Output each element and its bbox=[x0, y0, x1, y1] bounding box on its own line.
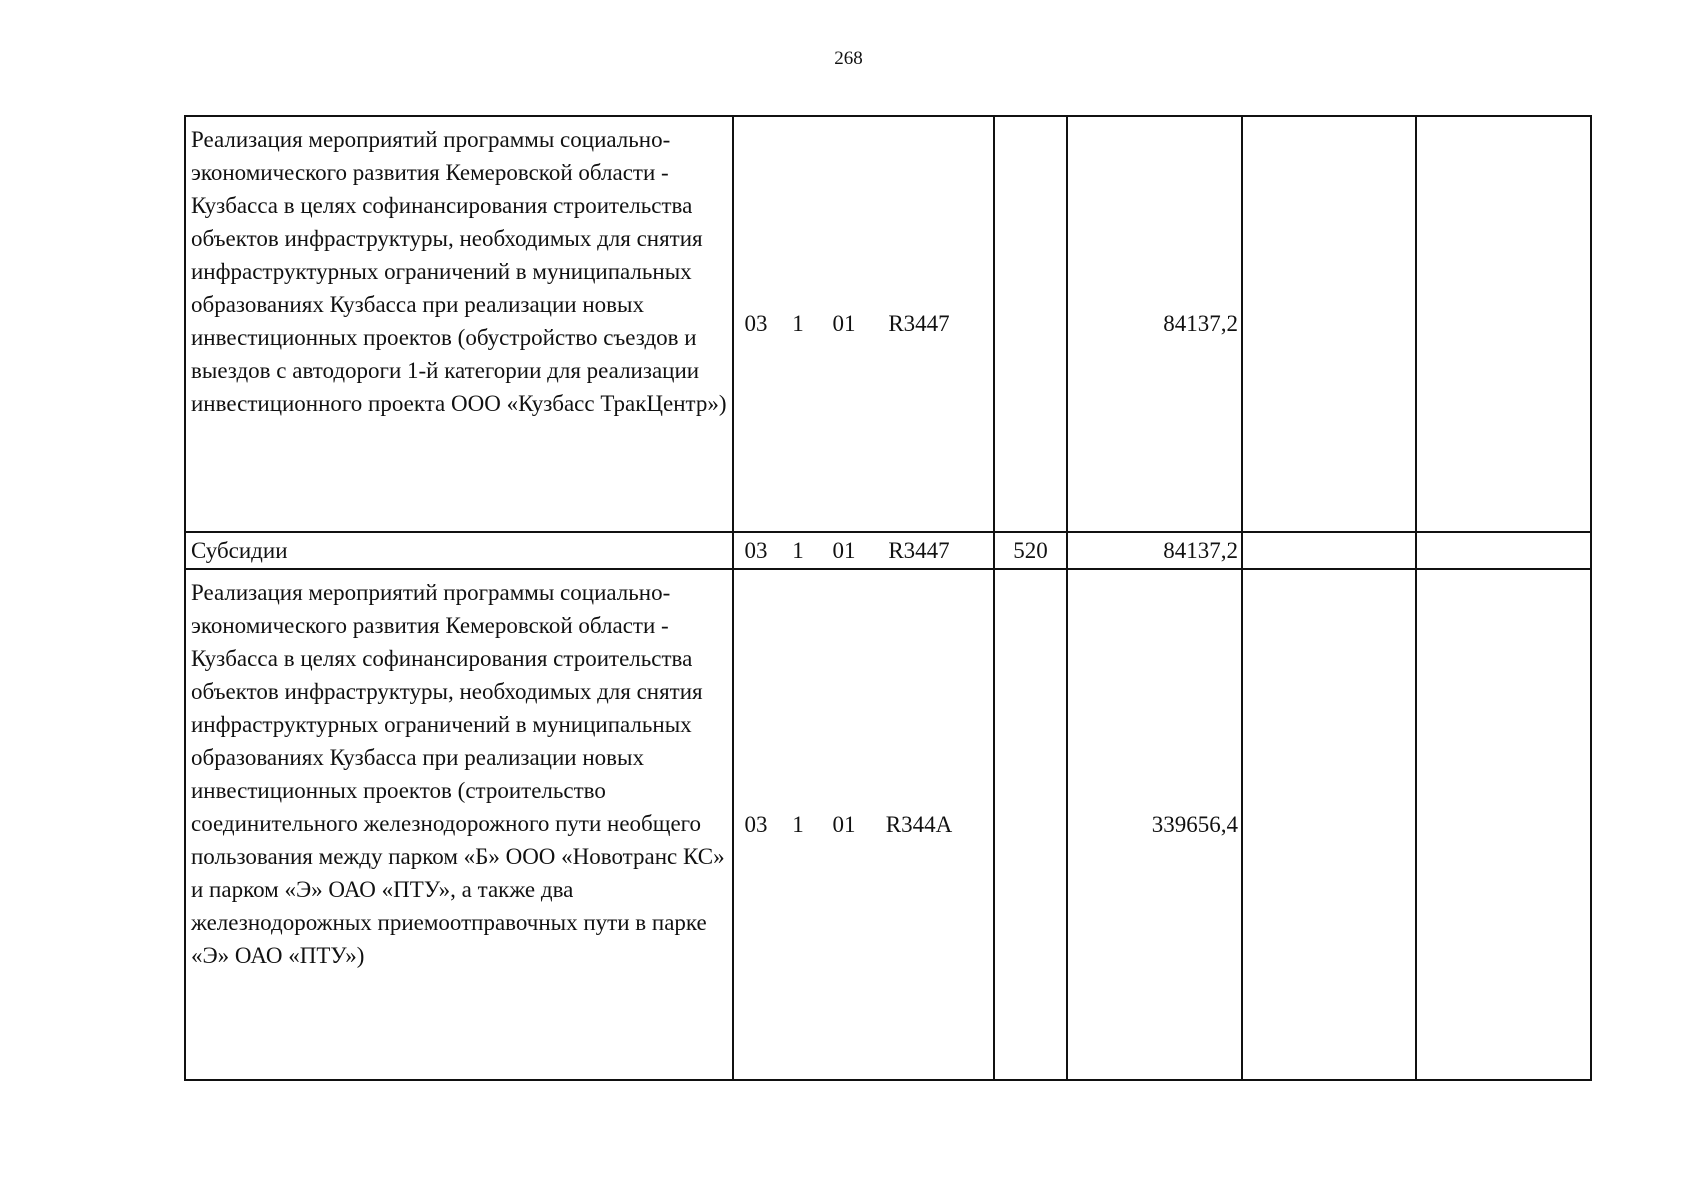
table-row bbox=[185, 116, 1591, 532]
amount-1: 84137,2 bbox=[1067, 116, 1242, 532]
code-program: 03 bbox=[744, 311, 768, 336]
amount-1: 339656,4 bbox=[1067, 569, 1242, 1080]
code-subprogram: 1 bbox=[792, 537, 804, 563]
row-description: Субсидии bbox=[185, 532, 733, 569]
code-direction: R3447 bbox=[888, 311, 950, 336]
row-classification-code bbox=[733, 116, 994, 532]
page-number: 268 bbox=[834, 48, 863, 69]
amount-2 bbox=[1242, 116, 1416, 532]
code-program: 03 bbox=[744, 811, 768, 837]
code-direction: R3447 bbox=[888, 537, 950, 563]
code-program: 03 bbox=[744, 537, 768, 563]
table-row bbox=[185, 569, 1591, 1080]
code-event: 01 bbox=[832, 811, 856, 837]
row-description: Реализация мероприятий программы социально-экономического развития Кемеровской области - Кузбасса в целях софинансирования строительства объектов инфраструктуры, необходимых для снятия инфраструктурных ограничений в муниципальных образованиях Кузбасса при реализации новых инвестиционных проектов (строительство соединительного железнодорожного пути необщего пользования между парком «Б» ООО «Новотранс КС» и парком «Э» ОАО «ПТУ», а также два железнодорожных приемоотправочных пути в парке «Э» ОАО «ПТУ») bbox=[185, 569, 733, 1080]
row-description: Реализация мероприятий программы социально-экономического развития Кемеровской области - Кузбасса в целях софинансирования строительства объектов инфраструктуры, необходимых для снятия инфраструктурных ограничений в муниципальных образованиях Кузбасса при реализации новых инвестиционных проектов (обустройство съездов и выездов с автодороги 1-й категории для реализации инвестиционного проекта ООО «Кузбасс ТракЦентр») bbox=[185, 116, 733, 532]
amount-2 bbox=[1242, 532, 1416, 569]
code-event: 01 bbox=[832, 537, 856, 563]
table-row bbox=[185, 532, 1591, 569]
expense-type bbox=[994, 569, 1067, 1080]
amount-3 bbox=[1416, 569, 1591, 1080]
amount-1: 84137,2 bbox=[1067, 532, 1242, 569]
code-direction: R344А bbox=[885, 811, 953, 837]
amount-3 bbox=[1416, 116, 1591, 532]
expense-type bbox=[994, 116, 1067, 532]
code-subprogram: 1 bbox=[792, 811, 804, 837]
amount-3 bbox=[1416, 532, 1591, 569]
expense-type: 520 bbox=[994, 532, 1067, 569]
row-classification-code bbox=[733, 569, 994, 1080]
row-classification-code bbox=[733, 532, 994, 569]
amount-2 bbox=[1242, 569, 1416, 1080]
budget-table bbox=[184, 115, 1592, 1081]
code-event: 01 bbox=[832, 311, 856, 336]
code-subprogram: 1 bbox=[792, 311, 804, 336]
